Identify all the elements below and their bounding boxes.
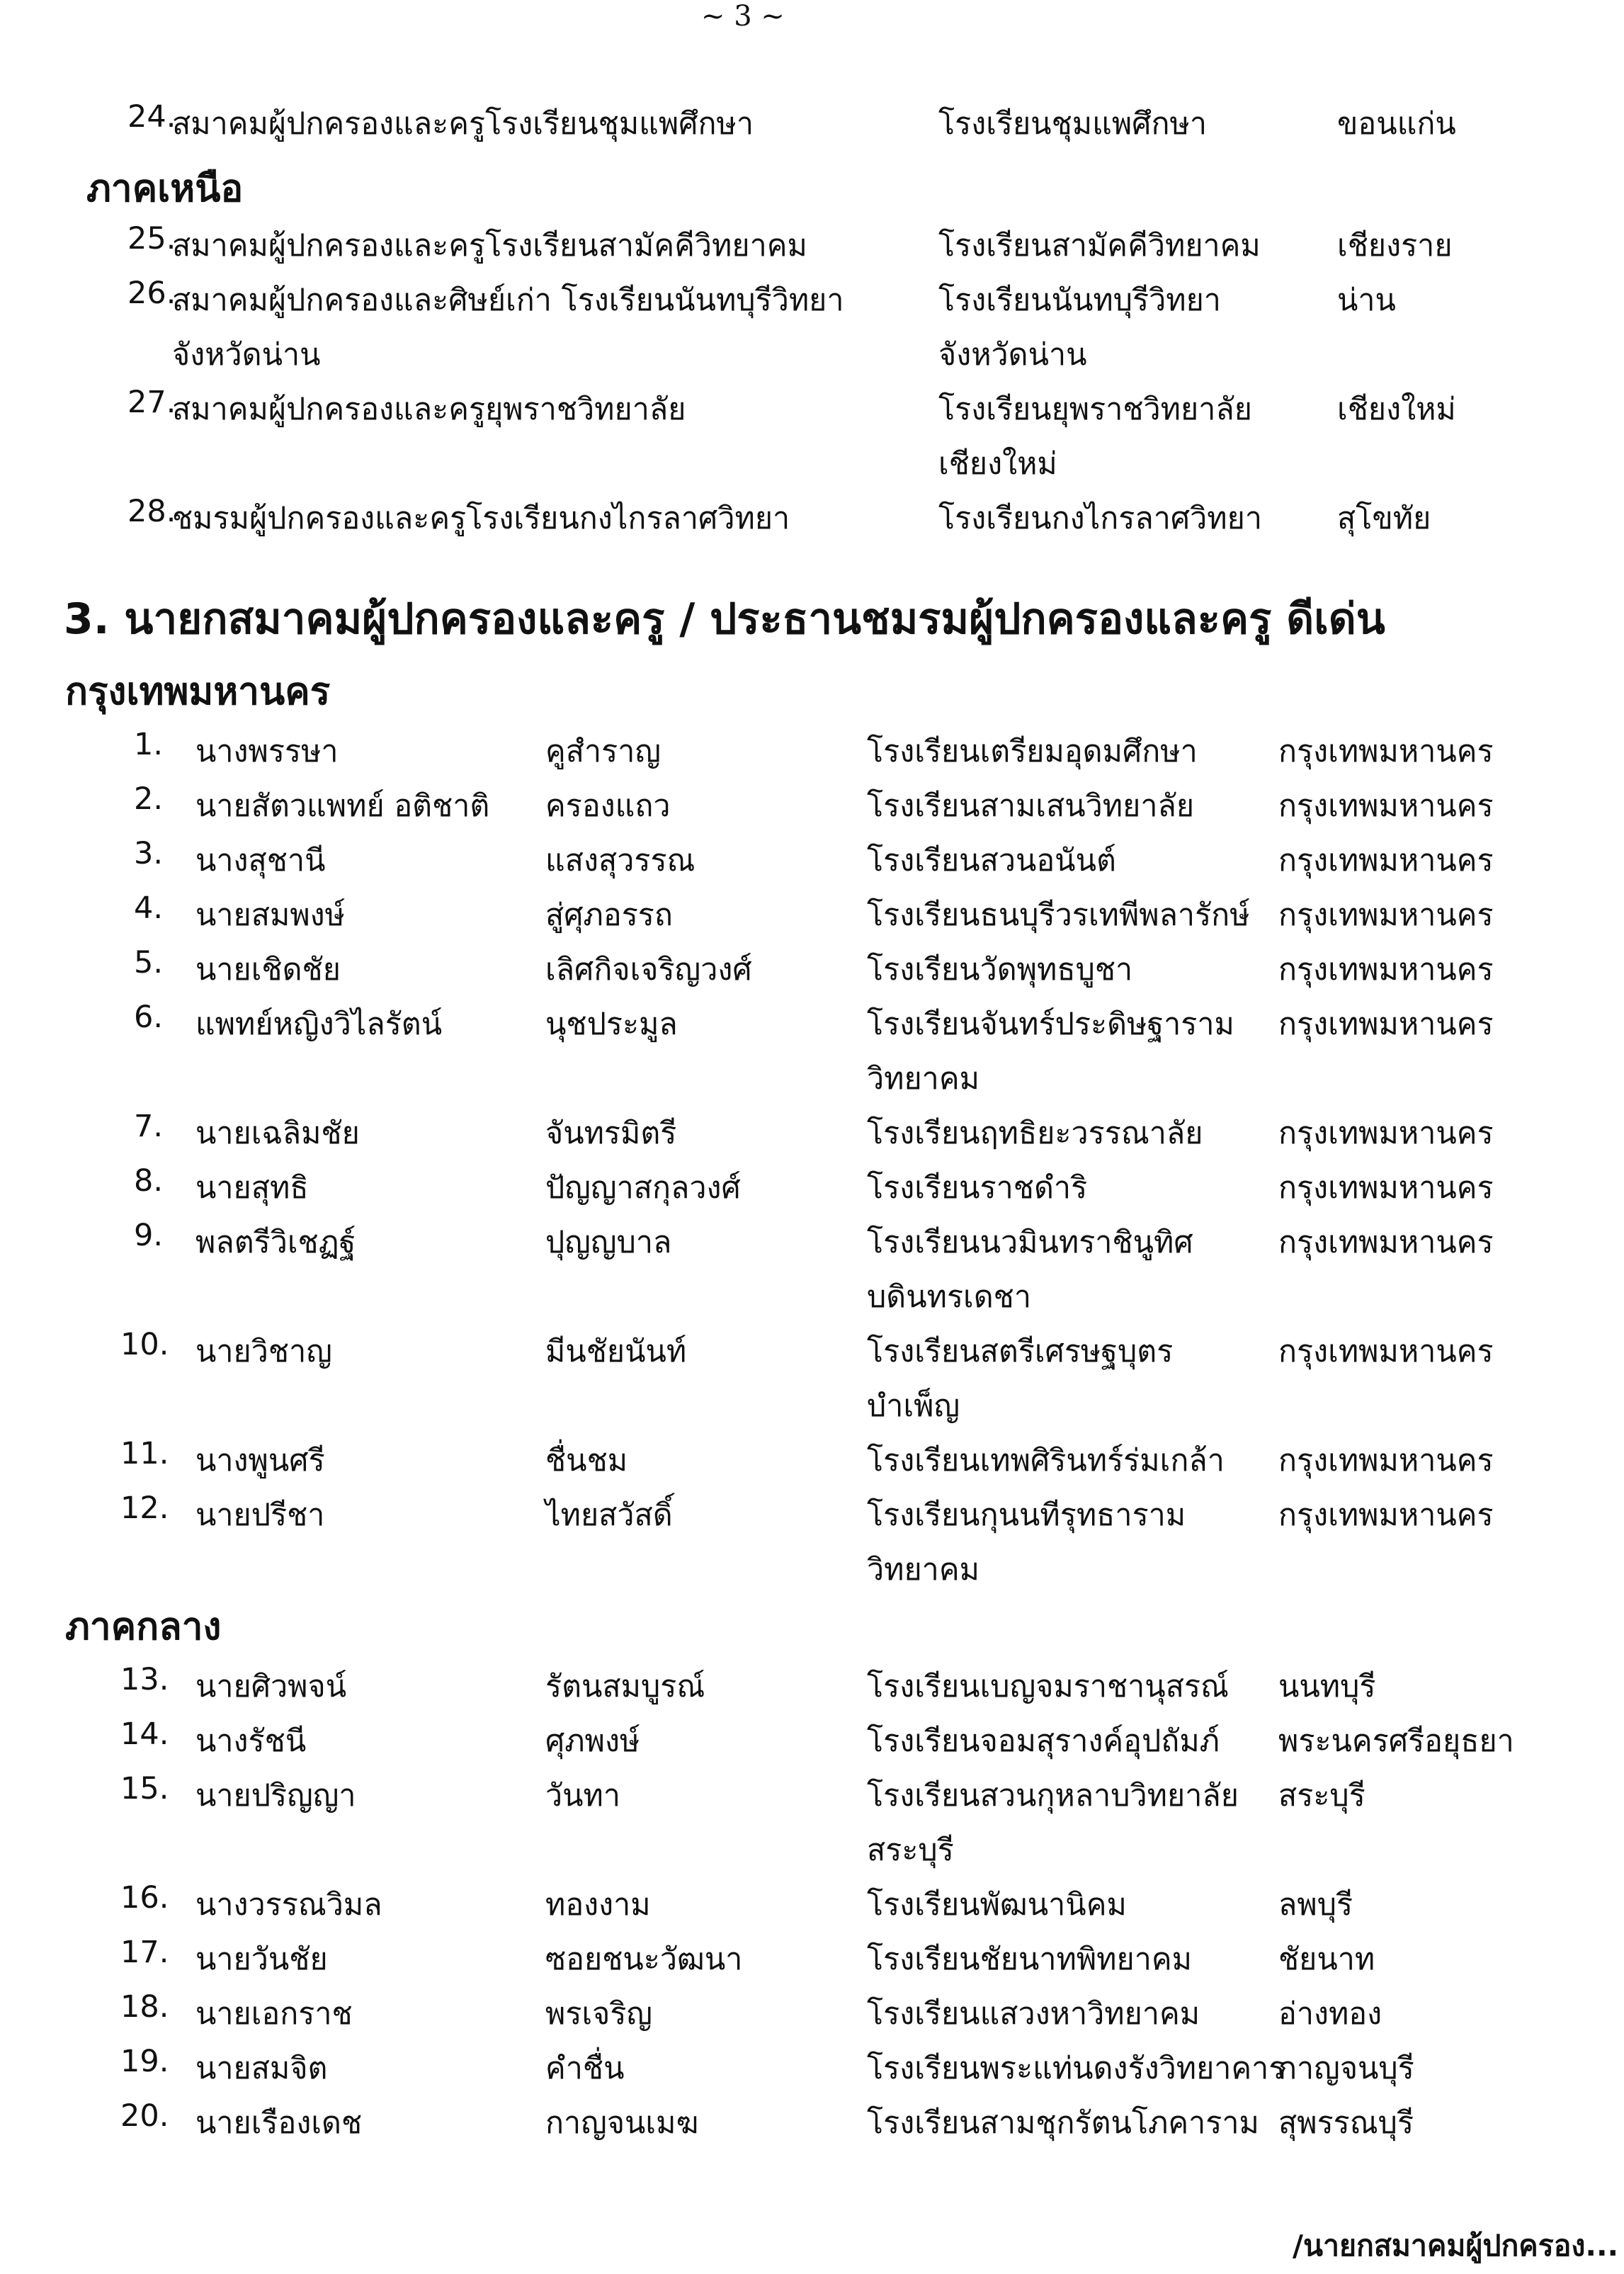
row-number: 18. — [120, 1989, 169, 2025]
person-first-name: นางรัชนี — [195, 1724, 307, 1759]
school-name: โรงเรียนแสวงหาวิทยาคม — [867, 1996, 1200, 2032]
person-row — [0, 1163, 1624, 1218]
person-last-name: ศุภพงษ์ — [545, 1724, 640, 1759]
person-last-name: ครองแถว — [545, 788, 671, 824]
province: กรุงเทพมหานคร — [1278, 952, 1494, 988]
school-name: โรงเรียนพัฒนานิคม — [867, 1887, 1127, 1923]
region-heading-central: ภาคกลาง — [65, 1605, 222, 1648]
row-number: 26. — [127, 276, 176, 311]
continuation-footer: /นายกสมาคมผู้ปกครอง... — [1293, 2229, 1619, 2263]
person-first-name: แพทย์หญิงวิไลรัตน์ — [195, 1007, 443, 1042]
person-last-name: จันทรมิตรี — [545, 1116, 677, 1151]
row-number: 4. — [133, 890, 163, 926]
person-first-name: นายสมจิต — [195, 2051, 328, 2086]
school-name: โรงเรียนชัยนาทพิทยาคม — [867, 1942, 1192, 1977]
association-name: สมาคมผู้ปกครองและศิษย์เก่า โรงเรียนนันทบุรีวิทยา — [172, 283, 844, 318]
school-name-continued: จังหวัดน่าน — [938, 337, 1087, 373]
row-number: 14. — [120, 1716, 169, 1752]
person-last-name: แสงสุวรรณ — [545, 843, 695, 878]
row-number: 12. — [120, 1490, 169, 1526]
province: สระบุรี — [1278, 1778, 1365, 1814]
association-name: ชมรมผู้ปกครองและครูโรงเรียนกงไกรลาศวิทยา — [172, 501, 790, 536]
person-row — [0, 1436, 1624, 1491]
association-name: สมาคมผู้ปกครองและครูโรงเรียนชุมแพศึกษา — [172, 106, 754, 142]
person-first-name: นายสมพงษ์ — [195, 898, 346, 933]
school-name-continued: บำเพ็ญ — [867, 1388, 960, 1424]
school-name: โรงเรียนสามัคคีวิทยาคม — [938, 228, 1261, 264]
person-last-name: พรเจริญ — [545, 1996, 653, 2032]
row-number: 16. — [120, 1880, 169, 1916]
association-row — [0, 221, 1624, 276]
person-last-name: เลิศกิจเจริญวงศ์ — [545, 952, 752, 988]
person-first-name: นายปรีชา — [195, 1498, 325, 1533]
school-name: โรงเรียนนันทบุรีวิทยา — [938, 283, 1221, 318]
province: ชัยนาท — [1278, 1942, 1375, 1977]
person-last-name: ปุญญบาล — [545, 1225, 672, 1260]
association-row — [0, 276, 1624, 373]
province: ลพบุรี — [1278, 1887, 1353, 1923]
person-last-name: ซอยชนะวัฒนา — [545, 1942, 743, 1977]
section-title: 3. นายกสมาคมผู้ปกครองและครู / ประธานชมรมผู้ปกครองและครู ดีเด่น — [64, 594, 1385, 644]
person-last-name: มีนชัยนันท์ — [545, 1334, 687, 1369]
school-name-continued: วิทยาคม — [867, 1552, 979, 1588]
school-name: โรงเรียนฤทธิยะวรรณาลัย — [867, 1116, 1203, 1151]
region-heading-bangkok: กรุงเทพมหานคร — [65, 670, 331, 713]
row-number: 24. — [127, 99, 176, 135]
person-last-name: นุชประมูล — [545, 1007, 678, 1042]
person-last-name: ไทยสวัสดิ์ — [545, 1498, 673, 1533]
school-name: โรงเรียนพระแท่นดงรังวิทยาคาร — [867, 2051, 1285, 2086]
school-name: โรงเรียนยุพราชวิทยาลัย — [938, 392, 1252, 427]
province: กาญจนบุรี — [1278, 2051, 1414, 2086]
person-last-name: วันทา — [545, 1778, 621, 1814]
row-number: 6. — [133, 1000, 163, 1035]
person-last-name: คำชื่น — [545, 2051, 625, 2086]
person-first-name: นางวรรณวิมล — [195, 1887, 382, 1923]
school-name: โรงเรียนสามเสนวิทยาลัย — [867, 788, 1195, 824]
row-number: 20. — [120, 2098, 169, 2134]
province: นนทบุรี — [1278, 1669, 1376, 1704]
person-row — [0, 890, 1624, 946]
region-heading-north: ภาคเหนือ — [86, 167, 244, 210]
school-name-continued: วิทยาคม — [867, 1061, 979, 1097]
school-name: โรงเรียนกงไกรลาศวิทยา — [938, 501, 1262, 536]
row-number: 7. — [133, 1109, 163, 1144]
person-first-name: นายเชิดชัย — [195, 952, 341, 988]
school-name: โรงเรียนสตรีเศรษฐบุตร — [867, 1334, 1174, 1369]
row-number: 28. — [127, 494, 176, 529]
page-number: ~ 3 ~ — [701, 0, 785, 33]
person-row — [0, 1935, 1624, 1990]
row-number: 1. — [133, 727, 163, 762]
school-name: โรงเรียนราชดำริ — [867, 1170, 1088, 1206]
person-row — [0, 1716, 1624, 1772]
row-number: 11. — [120, 1436, 169, 1471]
person-row — [0, 727, 1624, 782]
school-name: โรงเรียนวัดพุทธบูชา — [867, 952, 1133, 988]
person-row — [0, 1989, 1624, 2044]
person-row — [0, 1490, 1624, 1588]
school-name: โรงเรียนชุมแพศึกษา — [938, 106, 1207, 142]
school-name: โรงเรียนเบญจมราชานุสรณ์ — [867, 1669, 1229, 1704]
person-row — [0, 781, 1624, 837]
province: กรุงเทพมหานคร — [1278, 898, 1494, 933]
person-last-name: ปัญญาสกุลวงศ์ — [545, 1170, 741, 1206]
person-first-name: นายปริญญา — [195, 1778, 356, 1814]
person-last-name: คูสำราญ — [545, 734, 661, 769]
province: กรุงเทพมหานคร — [1278, 843, 1494, 878]
person-row — [0, 945, 1624, 1000]
person-row — [0, 2098, 1624, 2154]
person-last-name: ชื่นชม — [545, 1443, 628, 1478]
school-name-continued: สระบุรี — [867, 1833, 954, 1868]
province: กรุงเทพมหานคร — [1278, 1443, 1494, 1478]
province: อ่างทอง — [1278, 1996, 1382, 2032]
association-name-continued: จังหวัดน่าน — [172, 337, 321, 373]
association-row — [0, 385, 1624, 482]
person-first-name: นายวิชาญ — [195, 1334, 332, 1369]
province: กรุงเทพมหานคร — [1278, 788, 1494, 824]
school-name: โรงเรียนสวนกุหลาบวิทยาลัย — [867, 1778, 1239, 1814]
province: กรุงเทพมหานคร — [1278, 1334, 1494, 1369]
person-row — [0, 2044, 1624, 2099]
person-first-name: นายเฉลิมชัย — [195, 1116, 360, 1151]
person-row — [0, 1662, 1624, 1717]
province: กรุงเทพมหานคร — [1278, 1170, 1494, 1206]
school-name: โรงเรียนนวมินทราชินูทิศ — [867, 1225, 1193, 1260]
person-first-name: นางพรรษา — [195, 734, 339, 769]
association-name: สมาคมผู้ปกครองและครูยุพราชวิทยาลัย — [172, 392, 686, 427]
province: เชียงราย — [1337, 228, 1453, 264]
row-number: 9. — [133, 1218, 163, 1253]
province: น่าน — [1337, 283, 1396, 318]
person-first-name: นายเอกราช — [195, 1996, 353, 2032]
province: พระนครศรีอยุธยา — [1278, 1724, 1514, 1759]
person-last-name: กาญจนเมฆ — [545, 2105, 699, 2141]
school-name: โรงเรียนจันทร์ประดิษฐาราม — [867, 1007, 1234, 1042]
row-number: 2. — [133, 781, 163, 817]
person-row — [0, 1109, 1624, 1164]
association-row — [0, 99, 1624, 154]
person-last-name: สู่ศุภอรรถ — [545, 898, 673, 933]
row-number: 13. — [120, 1662, 169, 1697]
person-row — [0, 1771, 1624, 1868]
row-number: 10. — [120, 1327, 169, 1362]
row-number: 17. — [120, 1935, 169, 1970]
association-row — [0, 494, 1624, 549]
school-name-continued: เชียงใหม่ — [938, 446, 1057, 482]
province: กรุงเทพมหานคร — [1278, 1225, 1494, 1260]
province: กรุงเทพมหานคร — [1278, 1116, 1494, 1151]
school-name: โรงเรียนธนบุรีวรเทพีพลารักษ์ — [867, 898, 1250, 933]
row-number: 25. — [127, 221, 176, 256]
person-first-name: นายเรืองเดช — [195, 2105, 363, 2141]
school-name-continued: บดินทรเดชา — [867, 1279, 1032, 1315]
row-number: 15. — [120, 1771, 169, 1806]
person-first-name: นายศิวพจน์ — [195, 1669, 347, 1704]
row-number: 8. — [133, 1163, 163, 1199]
row-number: 19. — [120, 2044, 169, 2079]
person-first-name: พลตรีวิเชฏฐ์ — [195, 1225, 356, 1260]
school-name: โรงเรียนสามชุกรัตนโภคาราม — [867, 2105, 1259, 2141]
province: เชียงใหม่ — [1337, 392, 1456, 427]
school-name: โรงเรียนเตรียมอุดมศึกษา — [867, 734, 1198, 769]
province: สุพรรณบุรี — [1278, 2105, 1414, 2141]
person-row — [0, 836, 1624, 891]
school-name: โรงเรียนสวนอนันต์ — [867, 843, 1116, 878]
row-number: 3. — [133, 836, 163, 871]
row-number: 5. — [133, 945, 163, 980]
province: กรุงเทพมหานคร — [1278, 1498, 1494, 1533]
person-first-name: นางพูนศรี — [195, 1443, 325, 1478]
association-name: สมาคมผู้ปกครองและครูโรงเรียนสามัคคีวิทยาคม — [172, 228, 807, 264]
province: ขอนแก่น — [1337, 106, 1456, 142]
row-number: 27. — [127, 385, 176, 420]
person-row — [0, 1000, 1624, 1097]
person-first-name: นายสัตวแพทย์ อติชาติ — [195, 788, 490, 824]
school-name: โรงเรียนเทพศิรินทร์ร่มเกล้า — [867, 1443, 1225, 1478]
person-last-name: รัตนสมบูรณ์ — [545, 1669, 705, 1704]
school-name: โรงเรียนจอมสุรางค์อุปถัมภ์ — [867, 1724, 1220, 1759]
province: กรุงเทพมหานคร — [1278, 734, 1494, 769]
person-last-name: ทองงาม — [545, 1887, 651, 1923]
province: สุโขทัย — [1337, 501, 1431, 536]
person-row — [0, 1880, 1624, 1935]
person-row — [0, 1218, 1624, 1315]
person-first-name: นางสุชานี — [195, 843, 326, 878]
person-row — [0, 1327, 1624, 1424]
person-first-name: นายสุทธิ — [195, 1170, 309, 1206]
person-first-name: นายวันชัย — [195, 1942, 328, 1977]
province: กรุงเทพมหานคร — [1278, 1007, 1494, 1042]
school-name: โรงเรียนกุนนทีรุทธาราม — [867, 1498, 1186, 1533]
